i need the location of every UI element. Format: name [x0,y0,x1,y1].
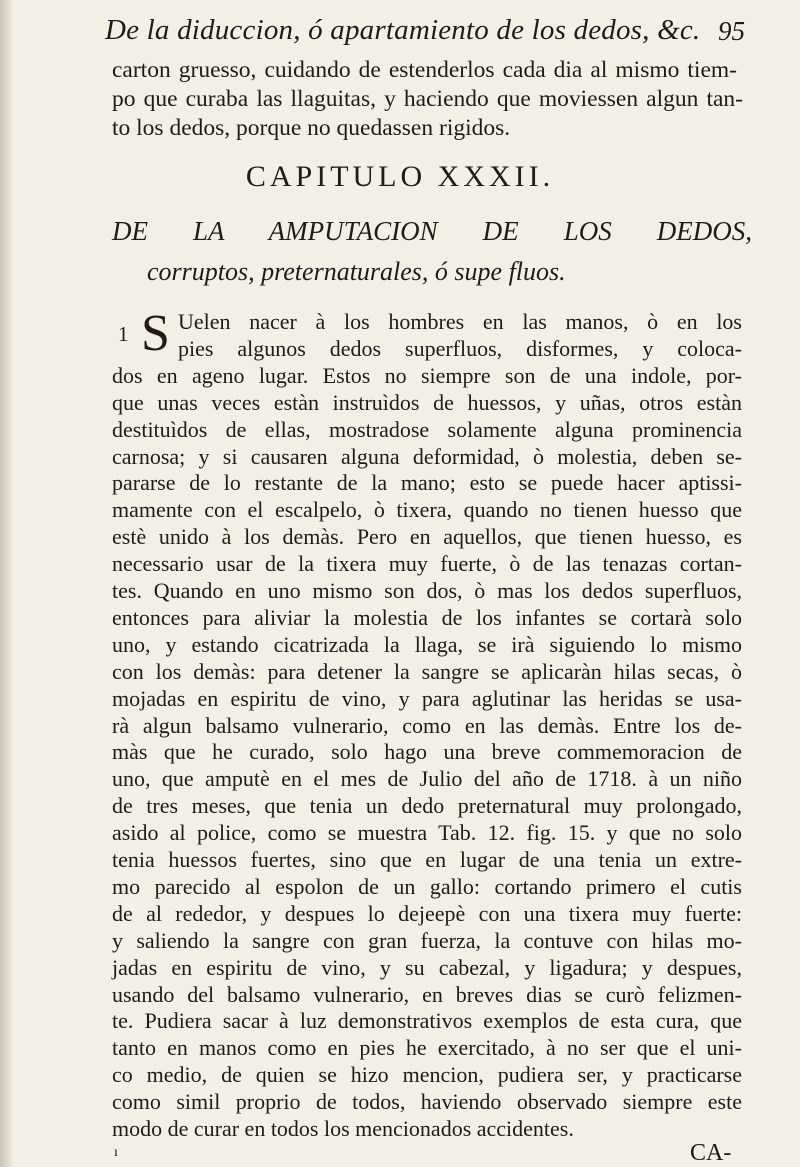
text-line: po que curaba las llaguitas, y haciendo que moviessen algun tan- [112,86,743,112]
chapter-title: DE LA AMPUTACION DE LOS DEDOS, [112,216,752,246]
text-line: mo parecido al espolon de un gallo: cortando primero el cutis [112,873,742,899]
running-title: De la diduccion, ó apartamiento de los dedos, &c. [105,14,701,46]
paragraph-number: 1 [118,322,129,346]
text-line: con los demàs: para detener la sangre se aplicaràn hilas secas, ò [112,658,742,684]
text-line: carton gruesso, cuidando de estenderlos cada dia al mismo tiem- [112,57,737,83]
text-line: Uelen nacer à los hombres en las manos, ò en los [178,309,742,334]
chapter-heading: CAPITULO XXXII. [245,160,555,193]
text-line: necessario usar de la tixera muy fuerte, ò de las tenazas cortan- [112,551,742,577]
text-line: que unas veces estàn instruìdos de huessos, y uñas, otros estàn [112,389,742,415]
text-line: asido al police, como se muestra Tab. 12. fig. 15. y que no solo [112,820,742,846]
text-line: pararse de lo restante de la mano; esto se puede hacer aptissi- [112,470,742,496]
text-line: usando del balsamo vulnerario, en breves dias se curò felizmen- [112,981,742,1007]
text-line: carnosa; y si causaren alguna deformidad, ò molestia, deben se- [112,443,742,469]
text-line: entonces para aliviar la molestia de los infantes se cortarà solo [112,604,742,630]
text-line: màs que he curado, solo hago una breve commemoracion de [112,739,742,765]
text-line: estè unido à los demàs. Pero en aquellos, que tienen huesso, es [112,524,742,550]
page-number: 95 [718,16,745,46]
catchword: CA- [690,1140,732,1166]
text-line: tes. Quando en uno mismo son dos, ò mas los dedos superfluos, [112,578,742,603]
text-line: uno, que amputè en el mes de Julio del año de 1718. à un niño [112,766,742,792]
text-line: destituìdos de ellas, mostradose solamente alguna prominencia [112,416,742,442]
text-line: como simil proprio de todos, haviendo observado siempre este [112,1089,742,1115]
page-header [105,14,745,54]
text-line: mojadas en espiritu de vino, y para aglutinar las heridas se usa- [112,685,742,711]
text-line: tanto en manos como en pies he exercitado, à no ser que el uni- [112,1035,742,1061]
text-line: to los dedos, porque no quedassen rigidos. [112,115,511,141]
text-line: co medio, de quien se hizo mencion, pudiera ser, y practicarse [112,1062,742,1088]
text-line: de tres meses, que tenia un dedo preternatural muy prolongado, [112,793,742,819]
text-line: de al rededor, y despues lo dejeepè con una tixera muy fuerte: [112,900,742,926]
text-line: jadas en espiritu de vino, y su cabezal, y ligadura; y despues, [112,954,742,980]
signature-mark: ı [114,1145,118,1160]
text-line: uno, y estando cicatrizada la llaga, se irà siguiendo lo mismo [112,631,742,657]
text-line: rà algun balsamo vulnerario, como en las demàs. Entre los de- [112,712,742,738]
text-line: mamente con el escalpelo, ò tixera, quando no tienen huesso que [112,497,742,523]
text-line: pies algunos dedos superfluos, disformes, y coloca- [178,335,742,361]
text-line: dos en ageno lugar. Estos no siempre son de una indole, por- [112,362,742,388]
text-line: tenia huessos fuertes, sino que en lugar de una tenia un extre- [112,847,742,872]
text-line: modo de curar en todos los mencionados accidentes. [112,1116,574,1141]
drop-cap: S [141,305,170,362]
text-line: y saliendo la sangre con gran fuerza, la contuve con hilas mo- [112,927,742,953]
chapter-subtitle: corruptos, preternaturales, ó supe fluos. [147,257,566,286]
text-line: te. Pudiera sacar à luz demonstrativos exemplos de esta cura, que [112,1008,742,1034]
